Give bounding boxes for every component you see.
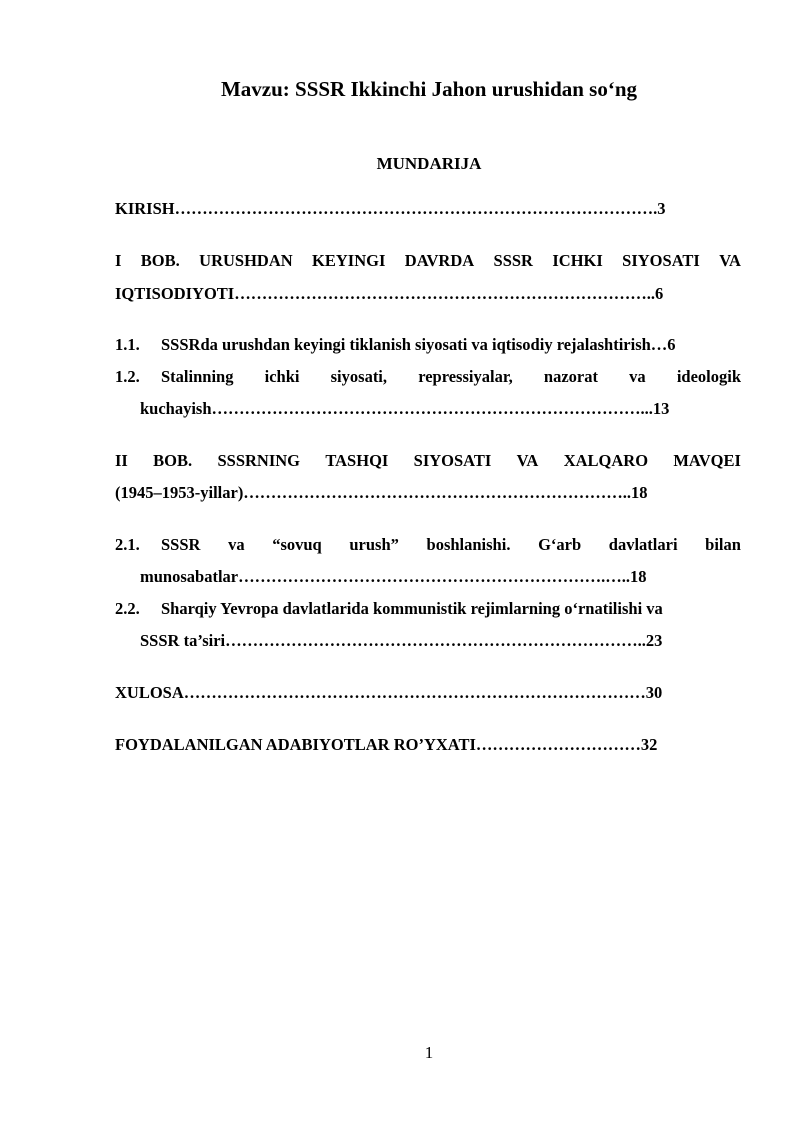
toc-number: 1.2. bbox=[115, 367, 140, 386]
toc-word: DAVRDA bbox=[404, 251, 475, 270]
toc-word: BOB. bbox=[140, 251, 180, 270]
toc-entry-kirish: KIRISH…………………………………………………………………………….3 bbox=[115, 199, 666, 218]
toc-entry-bob1-line1 bbox=[115, 251, 741, 271]
toc-entry-1-1 bbox=[115, 335, 755, 355]
toc-entry-2-2 bbox=[115, 599, 741, 619]
toc-number: 2.1. bbox=[115, 535, 140, 554]
toc-word: ichki bbox=[264, 367, 300, 386]
toc-entry-bob2-line1 bbox=[115, 451, 741, 471]
toc-entry-adabiyotlar: FOYDALANILGAN ADABIYOTLAR RO’YXATI…………………………32 bbox=[115, 735, 658, 754]
toc-word: SIYOSATI bbox=[413, 451, 492, 470]
toc-word: va bbox=[228, 535, 245, 554]
toc-text: Sharqiy Yevropa davlatlarida kommunistik rejimlarning o‘rnatilishi va bbox=[161, 599, 663, 618]
toc-word: bilan bbox=[705, 535, 741, 554]
toc-word: XALQARO bbox=[563, 451, 649, 470]
toc-word: SSSR bbox=[161, 535, 201, 554]
toc-entry-bob2-line2: (1945–1953-yillar)……………………………………………………………..18 bbox=[115, 483, 648, 502]
page-number: 1 bbox=[424, 1043, 434, 1062]
toc-word: SSSR bbox=[493, 251, 533, 270]
toc-word: nazorat bbox=[543, 367, 598, 386]
toc-word: davlatlari bbox=[608, 535, 678, 554]
toc-word: SSSRNING bbox=[217, 451, 301, 470]
toc-word: VA bbox=[516, 451, 539, 470]
toc-word: MAVQEI bbox=[673, 451, 741, 470]
toc-word: VA bbox=[719, 251, 741, 270]
toc-word: KEYINGI bbox=[312, 251, 386, 270]
toc-heading: MUNDARIJA bbox=[376, 154, 482, 173]
toc-word: repressiyalar, bbox=[418, 367, 513, 386]
toc-entry-xulosa: XULOSA…………………………………………………………………………30 bbox=[115, 683, 663, 702]
toc-word: ICHKI bbox=[552, 251, 603, 270]
toc-entry-1-2-line2: kuchayish……………………………………………………………………...13 bbox=[140, 399, 670, 418]
toc-word: TASHQI bbox=[325, 451, 389, 470]
toc-word: G‘arb bbox=[538, 535, 582, 554]
toc-entry-bob1-line2: IQTISODIYOTI…………………………………………………………………..6 bbox=[115, 284, 664, 303]
toc-word: “sovuq bbox=[272, 535, 322, 554]
toc-entry-2-1-line2: munosabatlar………………………………………………………….…..18 bbox=[140, 567, 647, 586]
toc-word: SIYOSATI bbox=[622, 251, 700, 270]
toc-word: I bbox=[115, 251, 122, 270]
toc-word: va bbox=[629, 367, 646, 386]
toc-word: BOB. bbox=[153, 451, 193, 470]
toc-entry-2-1-line1 bbox=[161, 535, 741, 555]
toc-word: urush” bbox=[349, 535, 399, 554]
toc-entry-2-2-line2: SSSR ta’siri…………………………………………………………………..23 bbox=[140, 631, 663, 650]
toc-word: Stalinning bbox=[161, 367, 234, 386]
toc-word: boshlanishi. bbox=[426, 535, 511, 554]
toc-text: SSSRda urushdan keyingi tiklanish siyosati va iqtisodiy rejalashtirish…6 bbox=[161, 335, 676, 354]
toc-number: 1.1. bbox=[115, 335, 140, 354]
toc-word: ideologik bbox=[676, 367, 741, 386]
toc-word: II bbox=[115, 451, 128, 470]
document-title: Mavzu: SSSR Ikkinchi Jahon urushidan so‘ng bbox=[220, 77, 638, 101]
toc-word: siyosati, bbox=[330, 367, 388, 386]
toc-number: 2.2. bbox=[115, 599, 140, 618]
toc-entry-1-2-line1 bbox=[161, 367, 741, 387]
toc-word: URUSHDAN bbox=[199, 251, 293, 270]
